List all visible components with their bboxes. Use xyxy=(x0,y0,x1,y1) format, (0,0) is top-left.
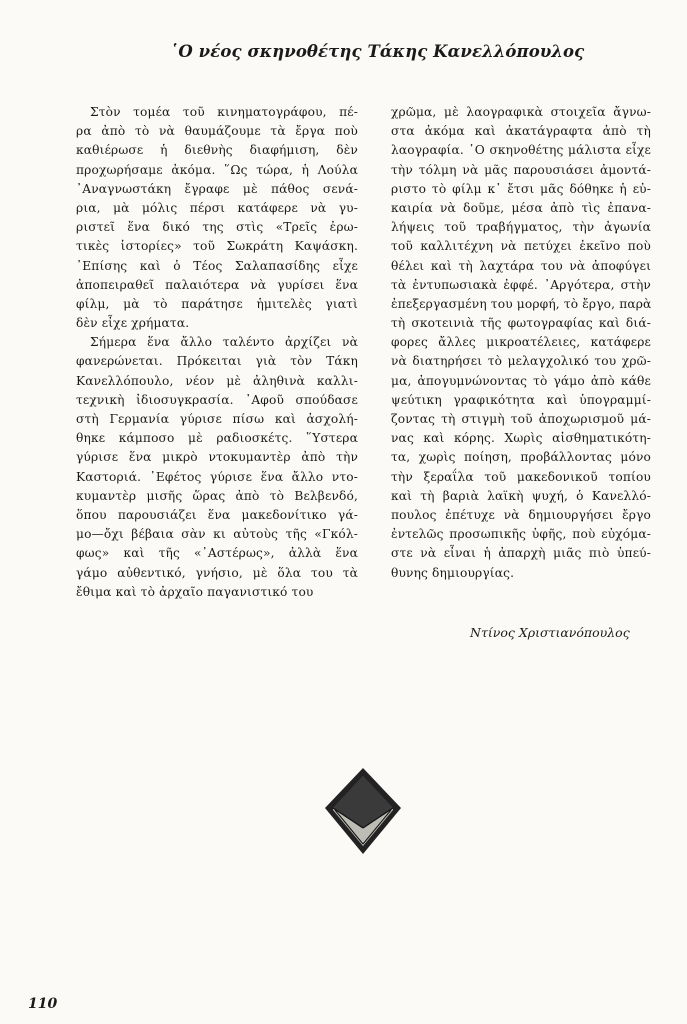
text-line: θέλει καὶ τὴ λαχτάρα του νὰ ἀποφύγει xyxy=(391,258,651,273)
text-line: μο—ὄχι βέβαια σὰν κι αὐτοὺς τῆς «Γκόλ- xyxy=(76,527,358,542)
text-line: ἔθιμα καὶ τὸ ἀρχαῖο παγανιστικό του xyxy=(76,584,314,599)
text-line: καιρία νὰ δοῦμε, μέσα ἀπὸ τὶς ἐπανα- xyxy=(391,200,651,215)
text-line: προχωρήσαμε ἀκόμα. ῞Ως τώρα, ἡ Λούλα xyxy=(76,162,358,177)
text-line: νὰ διατηρήσει τὸ μελαγχολικό του χρῶ- xyxy=(391,354,651,369)
text-line: λήψεις τοῦ τραβήγματος, τὴν ἀγωνία xyxy=(391,220,651,235)
author-signature: Ντίνος Χριστιανόπουλος xyxy=(470,625,630,640)
page-number: 110 xyxy=(28,996,58,1012)
text-line: Στὸν τομέα τοῦ κινηματογράφου, πέ- xyxy=(90,105,358,119)
text-line: φως» καὶ τῆς «᾿Αστέρως», ἀλλὰ ἕνα xyxy=(76,546,358,561)
text-line: τὴν ξεραΐλα τοῦ μακεδονικοῦ τοπίου xyxy=(391,469,651,484)
text-line: νας καὶ κόρης. Χωρὶς αἰσθηματικότη- xyxy=(391,431,651,446)
text-line: στὴ Γερμανία γύρισε πίσω καὶ ἀσχολή- xyxy=(76,412,358,426)
text-line: ριστο τὸ φίλμ κ᾿ ἔτσι μᾶς δόθηκε ἡ εὐ- xyxy=(391,181,651,196)
text-line: ριστεῖ ἕνα δικό της στὶς «Τρεῖς ἐρω- xyxy=(76,220,358,235)
text-line: πουλος ἐπέτυχε νὰ δημιουργήσει ἔργο xyxy=(391,507,651,522)
text-line: λαογραφία. ῾Ο σκηνοθέτης μάλιστα εἶχε xyxy=(391,143,651,158)
text-line: φίλμ, μὰ τὸ παράτησε ἡμιτελὲς γιατὶ xyxy=(76,296,358,311)
envelope-ornament-icon xyxy=(323,766,403,856)
text-line: φανερώνεται. Πρόκειται γιὰ τὸν Τάκη xyxy=(76,354,358,369)
text-line: ζοντας τὴ στιγμὴ τοῦ ἀποχωρισμοῦ μά- xyxy=(391,412,651,426)
text-line: θηκε κάμποσο μὲ ραδιοσκέτς. ῞Υστερα xyxy=(76,431,358,446)
text-line: τοῦ καλλιτέχνη νὰ πετύχει ἐκεῖνο ποὺ xyxy=(391,239,651,254)
text-line: τα, χωρὶς ποίηση, προβάλλοντας μόνο xyxy=(391,450,651,465)
left-column xyxy=(76,103,358,602)
text-line: τικὲς ἱστορίες» τοῦ Σωκράτη Καψάσκη. xyxy=(76,239,358,254)
text-line: Κανελλόπουλο, νέον μὲ ἀληθινὰ καλλι- xyxy=(76,373,358,388)
text-line: ἀποπειραθεῖ παλαιότερα νὰ γυρίσει ἕνα xyxy=(76,277,358,292)
text-line: γάμο αὐθεντικό, γνήσιο, μὲ ὅλα του τὰ xyxy=(76,565,358,580)
text-line: φορες ἄλλες μικροατέλειες, κατάφερε xyxy=(391,335,651,350)
article-title: ῾Ο νέος σκηνοθέτης Τάκης Κανελλόπουλος xyxy=(170,42,585,61)
text-line: μα, ἀπογυμνώνοντας τὸ γάμο ἀπὸ κάθε xyxy=(391,373,651,388)
text-line: δὲν εἶχε χρήματα. xyxy=(76,316,190,331)
text-line: χρῶμα, μὲ λαογραφικὰ στοιχεῖα ἄγνω- xyxy=(391,105,651,119)
text-line: ψεύτικη γραφικότητα καὶ ὑπογραμμί- xyxy=(391,392,651,407)
text-line: ἐπεξεργασμένη του μορφή, τὸ ἔργο, παρὰ xyxy=(391,296,651,311)
text-line: καθιέρωσε ἡ διεθνὴς διαφήμιση, δὲν xyxy=(76,143,358,158)
right-column xyxy=(391,103,651,583)
text-line: καὶ τὴ βαριὰ λαϊκὴ ψυχή, ὁ Κανελλό- xyxy=(391,488,651,503)
text-line: Σήμερα ἕνα ἄλλο ταλέντο ἀρχίζει νὰ xyxy=(90,335,358,350)
text-line: Καστοριά. ᾿Εφέτος γύρισε ἕνα ἄλλο ντο- xyxy=(76,469,358,484)
text-line: ὅπου παρουσιάζει ἕνα μακεδονίτικο γά- xyxy=(76,507,358,522)
text-line: ᾿Αναγνωστάκη ἔγραφε μὲ πάθος σενά- xyxy=(76,181,358,196)
text-line: κυμαντὲρ μισῆς ὥρας ἀπὸ τὸ Βελβενδό, xyxy=(76,488,358,503)
text-line: τὰ ἐντυπωσιακὰ ἐφφέ. ᾿Αργότερα, στὴν xyxy=(391,277,651,292)
text-line: θυνης δημιουργίας. xyxy=(391,565,515,580)
text-line: τεχνικὴ ἰδιοσυγκρασία. ᾿Αφοῦ σπούδασε xyxy=(76,392,358,407)
text-line: στε νὰ εἶναι ἡ ἀπαρχὴ μιᾶς πιὸ ὑπεύ- xyxy=(391,546,651,561)
text-line: τὴν τόλμη νὰ μᾶς παρουσιάσει ἀμοντά- xyxy=(391,162,651,177)
text-line: γύρισε ἕνα μικρὸ ντοκυμαντὲρ ἀπὸ τὴν xyxy=(76,450,358,465)
text-line: ἐντελῶς προσωπικῆς ὑφῆς, ποὺ εὐχόμα- xyxy=(391,527,651,542)
text-line: στα ἀκόμα καὶ ἀκατάγραφτα ἀπὸ τὴ xyxy=(391,124,651,139)
text-line: ρα ἀπὸ τὸ νὰ θαυμάζουμε τὰ ἔργα ποὺ xyxy=(76,124,358,139)
text-line: ᾿Επίσης καὶ ὁ Τέος Σαλαπασίδης εἶχε xyxy=(76,258,358,273)
text-line: ρια, μὰ μόλις πέρσι κατάφερε νὰ γυ- xyxy=(76,200,358,215)
text-line: τὴ σκοτεινιὰ τῆς φωτογραφίας καὶ διά- xyxy=(391,316,651,331)
